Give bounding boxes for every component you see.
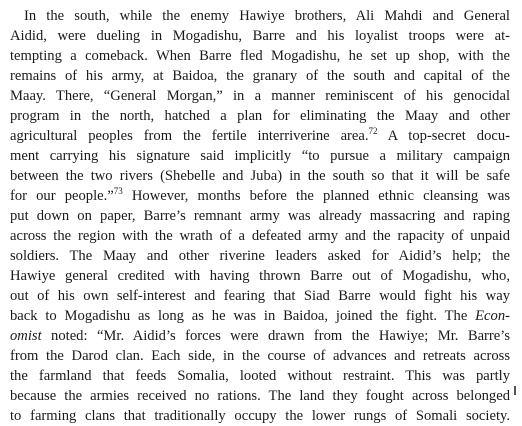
text-line [10,366,510,386]
text-segment: to farming clans that traditionally occupy the lower rungs of Somali society. [10,408,510,424]
text-line [10,46,510,66]
paragraph [10,6,510,426]
text-segment: In the south, while the enemy Hawiye brothers, Ali Mahdi and General [24,8,510,24]
text-line [10,126,510,146]
text-segment: Maay. There, “General Morgan,” in a manner reminiscent of his genocidal [10,88,510,104]
text-segment: put down on paper, Barre’s remnant army was already massacring and raping [10,208,510,224]
italic-text: omist [10,328,42,344]
footnote-marker: 72 [368,126,378,137]
text-line [10,286,510,306]
text-segment: out of his own self-interest and fearing that Siad Barre would fight his way [10,288,510,304]
text-segment: because the armies received no rations. The land they fought across belonged [10,388,510,404]
text-segment: ment carrying his signature said implicitly “to pursue a military campaign [10,148,510,164]
text-line [10,266,510,286]
text-line [10,106,510,126]
text-segment: tempting a comeback. When Barre fled Mogadishu, he set up shop, with the [10,48,510,64]
text-segment: Aidid, were dueling in Mogadishu, Barre and his loyalist troops were at- [10,28,510,44]
footnote-marker: 73 [113,186,123,197]
text-segment: However, months before the planned ethnic cleansing was [122,188,510,204]
margin-mark [514,386,516,395]
text-line [10,6,510,26]
text-line [10,66,510,86]
text-line [10,146,510,166]
text-segment: the farmland that feeds Somalia, looted without restraint. This was partly [10,368,510,384]
text-segment: agricultural peoples from the fertile interriverine area. [10,128,369,144]
text-segment: across the region with the wrath of a defeated army and the rapacity of unpaid [10,228,510,244]
text-line [10,386,510,406]
text-segment: A top-secret docu- [377,128,510,144]
text-line [10,306,510,326]
italic-text: Econ- [475,308,510,324]
text-line [10,26,510,46]
text-segment: program in the north, hatched a plan for eliminating the Maay and other [10,108,510,124]
text-line [10,346,510,366]
text-segment: noted: “Mr. Aidid’s forces were drawn from the Hawiye; Mr. Barre’s [41,328,510,344]
text-segment: Hawiye general credited with having thrown Barre out of Mogadishu, who, [10,268,510,284]
text-segment: for our people.” [10,188,114,204]
text-line [10,206,510,226]
text-line [10,226,510,246]
text-line [10,326,510,346]
text-segment: between the two rivers (Shebelle and Juba) in the south so that it will be safe [10,168,510,184]
text-line [10,166,510,186]
text-segment: from the Darod clan. Each side, in the course of advances and retreats across [10,348,510,364]
text-segment: remains of his army, at Baidoa, the granary of the south and capital of the [10,68,510,84]
text-line [10,246,510,266]
text-line [10,186,510,206]
text-segment: back to Mogadishu as long as he was in Baidoa, joined the fight. The [10,308,476,324]
text-segment: soldiers. The Maay and other riverine leaders asked for Aidid’s help; the [10,248,510,264]
text-line [10,86,510,106]
text-line [10,406,510,426]
